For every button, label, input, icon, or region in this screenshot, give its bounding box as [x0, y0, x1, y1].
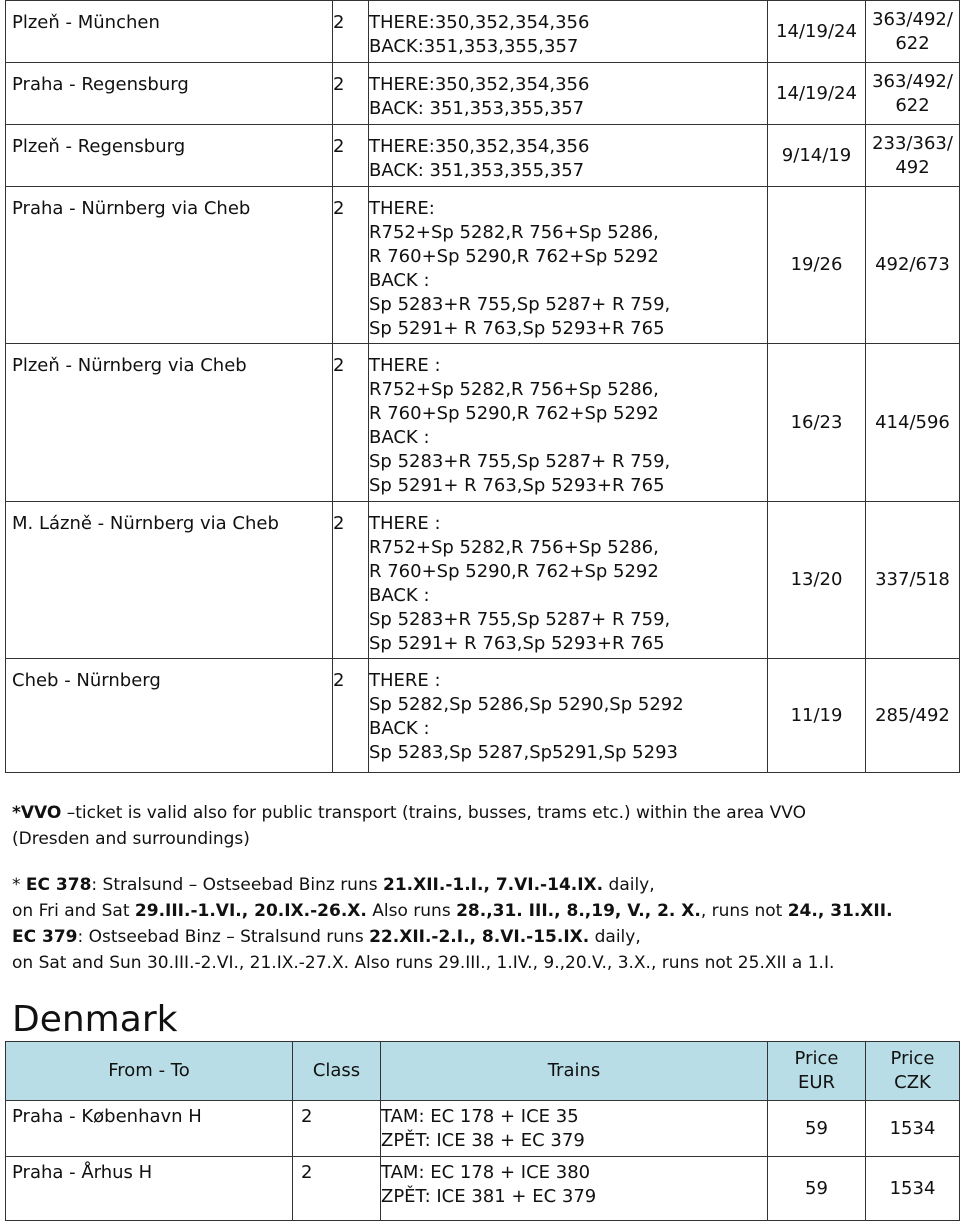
route-cell: M. Lázně - Nürnberg via Cheb — [6, 502, 333, 659]
price-czk-cell — [866, 502, 960, 659]
table-row — [6, 659, 960, 773]
price-czk-cell — [866, 344, 960, 502]
note-text: : Stralsund – Ostseebad Binz runs — [91, 875, 383, 895]
train-line: BACK: 351,353,355,357 — [369, 98, 585, 119]
price-eur-cell: 14/19/24 — [768, 63, 866, 125]
price-eur-cell: 59 — [768, 1101, 866, 1157]
train-line: THERE : — [369, 355, 441, 376]
note-dates: 24., 31.XII. — [787, 901, 893, 921]
note-text: on Fri and Sat — [12, 901, 135, 921]
train-line: Sp 5283+R 755,Sp 5287+ R 759, — [369, 609, 671, 630]
price-eur-cell: 19/26 — [768, 187, 866, 344]
route-cell: Plzeň - München — [6, 1, 333, 63]
route-cell: Plzeň - Regensburg — [6, 125, 333, 187]
price-czk-line: 363/492/ — [872, 8, 953, 30]
train-line: Sp 5291+ R 763,Sp 5293+R 765 — [369, 318, 665, 339]
train-line: THERE : — [369, 513, 441, 534]
price-czk-cell — [866, 187, 960, 344]
train-line: R752+Sp 5282,R 756+Sp 5286, — [369, 537, 659, 558]
price-czk-cell — [866, 125, 960, 187]
note-dates: 21.XII.-1.I., 7.VI.-14.IX. — [383, 875, 604, 895]
ec-note — [12, 872, 893, 976]
price-czk-line: 492 — [895, 156, 930, 178]
train-line: BACK : — [369, 585, 430, 606]
train-line: Sp 5282,Sp 5286,Sp 5290,Sp 5292 — [369, 694, 684, 715]
header-line: Price — [890, 1048, 935, 1069]
table-row — [6, 502, 960, 659]
class-cell: 2 — [293, 1157, 381, 1221]
train-line: R752+Sp 5282,R 756+Sp 5286, — [369, 222, 659, 243]
train-line: TAM: EC 178 + ICE 380 — [381, 1162, 591, 1183]
trains-cell — [369, 344, 768, 502]
header-line: EUR — [797, 1072, 836, 1093]
trains-cell — [369, 502, 768, 659]
train-line: TAM: EC 178 + ICE 35 — [381, 1106, 579, 1127]
trains-cell — [381, 1157, 768, 1221]
train-line: ZPĚT: ICE 38 + EC 379 — [381, 1130, 585, 1151]
price-eur-cell: 13/20 — [768, 502, 866, 659]
trains-cell — [369, 659, 768, 773]
class-cell: 2 — [333, 63, 369, 125]
note-text: * — [12, 875, 26, 895]
train-line: THERE:350,352,354,356 — [369, 74, 590, 95]
route-cell: Praha - København H — [6, 1101, 293, 1157]
header-price-eur — [768, 1042, 866, 1101]
header-price-czk — [866, 1042, 960, 1101]
train-line: Sp 5291+ R 763,Sp 5293+R 765 — [369, 633, 665, 654]
class-cell: 2 — [333, 344, 369, 502]
price-czk-line: 285/492 — [875, 704, 950, 726]
route-cell: Praha - Regensburg — [6, 63, 333, 125]
section-title-denmark: Denmark — [12, 999, 178, 1040]
route-cell: Praha - Nürnberg via Cheb — [6, 187, 333, 344]
train-line: THERE:350,352,354,356 — [369, 136, 590, 157]
ec-note-line — [12, 898, 893, 924]
note-train: EC 379 — [12, 927, 78, 947]
class-cell: 2 — [333, 502, 369, 659]
class-cell: 2 — [333, 659, 369, 773]
class-cell: 2 — [333, 187, 369, 344]
header-line: Price — [794, 1048, 839, 1069]
header-line: CZK — [894, 1072, 931, 1093]
train-line: THERE: — [369, 198, 435, 219]
price-eur-cell: 14/19/24 — [768, 1, 866, 63]
price-eur-cell: 59 — [768, 1157, 866, 1221]
vvo-text: –ticket is valid also for public transport (trains, busses, trams etc.) within the area VVO — [61, 803, 806, 823]
vvo-note-line — [12, 800, 806, 826]
route-cell: Praha - Århus H — [6, 1157, 293, 1221]
train-line: BACK : — [369, 427, 430, 448]
price-eur-cell: 9/14/19 — [768, 125, 866, 187]
header-class: Class — [293, 1042, 381, 1101]
price-czk-line: 622 — [895, 94, 930, 116]
vvo-note-line: (Dresden and surroundings) — [12, 829, 250, 849]
train-line: R 760+Sp 5290,R 762+Sp 5292 — [369, 403, 659, 424]
ec-note-line — [12, 872, 893, 898]
price-czk-cell: 1534 — [866, 1157, 960, 1221]
vvo-note — [12, 800, 806, 852]
price-eur-cell: 11/19 — [768, 659, 866, 773]
trains-cell — [381, 1101, 768, 1157]
train-line: R 760+Sp 5290,R 762+Sp 5292 — [369, 561, 659, 582]
table-row — [6, 344, 960, 502]
header-trains: Trains — [381, 1042, 768, 1101]
price-czk-line: 233/363/ — [872, 132, 953, 154]
train-line: BACK: 351,353,355,357 — [369, 160, 585, 181]
price-czk-line: 622 — [895, 32, 930, 54]
class-cell: 2 — [293, 1101, 381, 1157]
note-text: daily, — [603, 875, 655, 895]
trains-cell — [369, 187, 768, 344]
ec-note-line — [12, 924, 893, 950]
train-line: R 760+Sp 5290,R 762+Sp 5292 — [369, 246, 659, 267]
train-line: THERE : — [369, 670, 441, 691]
note-text: , runs not — [700, 901, 788, 921]
price-eur-cell: 16/23 — [768, 344, 866, 502]
note-text: Also runs — [366, 901, 457, 921]
price-czk-cell — [866, 659, 960, 773]
price-czk-cell — [866, 1, 960, 63]
trains-cell — [369, 1, 768, 63]
table-row — [6, 1157, 960, 1221]
table-row — [6, 187, 960, 344]
train-line: BACK : — [369, 718, 430, 739]
table-row — [6, 63, 960, 125]
route-cell: Plzeň - Nürnberg via Cheb — [6, 344, 333, 502]
price-czk-cell: 1534 — [866, 1101, 960, 1157]
note-text: : Ostseebad Binz – Stralsund runs — [77, 927, 370, 947]
price-czk-line: 363/492/ — [872, 70, 953, 92]
price-czk-line: 414/596 — [875, 411, 950, 433]
table-row — [6, 125, 960, 187]
train-line: ZPĚT: ICE 381 + EC 379 — [381, 1186, 597, 1207]
train-line: R752+Sp 5282,R 756+Sp 5286, — [369, 379, 659, 400]
class-cell: 2 — [333, 1, 369, 63]
header-from-to: From - To — [6, 1042, 293, 1101]
class-cell: 2 — [333, 125, 369, 187]
note-dates: 29.III.-1.VI., 20.IX.-26.X. — [134, 901, 367, 921]
note-dates: 22.XII.-2.I., 8.VI.-15.IX. — [369, 927, 590, 947]
vvo-label: *VVO — [12, 803, 62, 823]
train-line: BACK : — [369, 270, 430, 291]
train-line: Sp 5291+ R 763,Sp 5293+R 765 — [369, 475, 665, 496]
price-czk-line: 492/673 — [875, 254, 950, 275]
note-text: daily, — [589, 927, 641, 947]
table-row — [6, 1101, 960, 1157]
trains-cell — [369, 125, 768, 187]
price-czk-cell — [866, 63, 960, 125]
price-czk-line: 337/518 — [875, 569, 950, 590]
train-line: Sp 5283,Sp 5287,Sp5291,Sp 5293 — [369, 742, 678, 763]
note-dates: 28.,31. III., 8.,19, V., 2. X. — [456, 901, 701, 921]
table-row — [6, 1, 960, 63]
train-line: BACK:351,353,355,357 — [369, 36, 579, 57]
train-line: Sp 5283+R 755,Sp 5287+ R 759, — [369, 294, 671, 315]
ec-note-line: on Sat and Sun 30.III.-2.VI., 21.IX.-27.X. Also runs 29.III., 1.IV., 9.,20.V., 3.X., runs not 25.XII a 1.I. — [12, 953, 835, 973]
routes-table — [5, 0, 960, 773]
trains-cell — [369, 63, 768, 125]
route-cell: Cheb - Nürnberg — [6, 659, 333, 773]
table-header-row — [6, 1042, 960, 1101]
train-line: Sp 5283+R 755,Sp 5287+ R 759, — [369, 451, 671, 472]
denmark-table — [5, 1041, 960, 1221]
note-train: EC 378 — [25, 875, 92, 895]
train-line: THERE:350,352,354,356 — [369, 12, 590, 33]
